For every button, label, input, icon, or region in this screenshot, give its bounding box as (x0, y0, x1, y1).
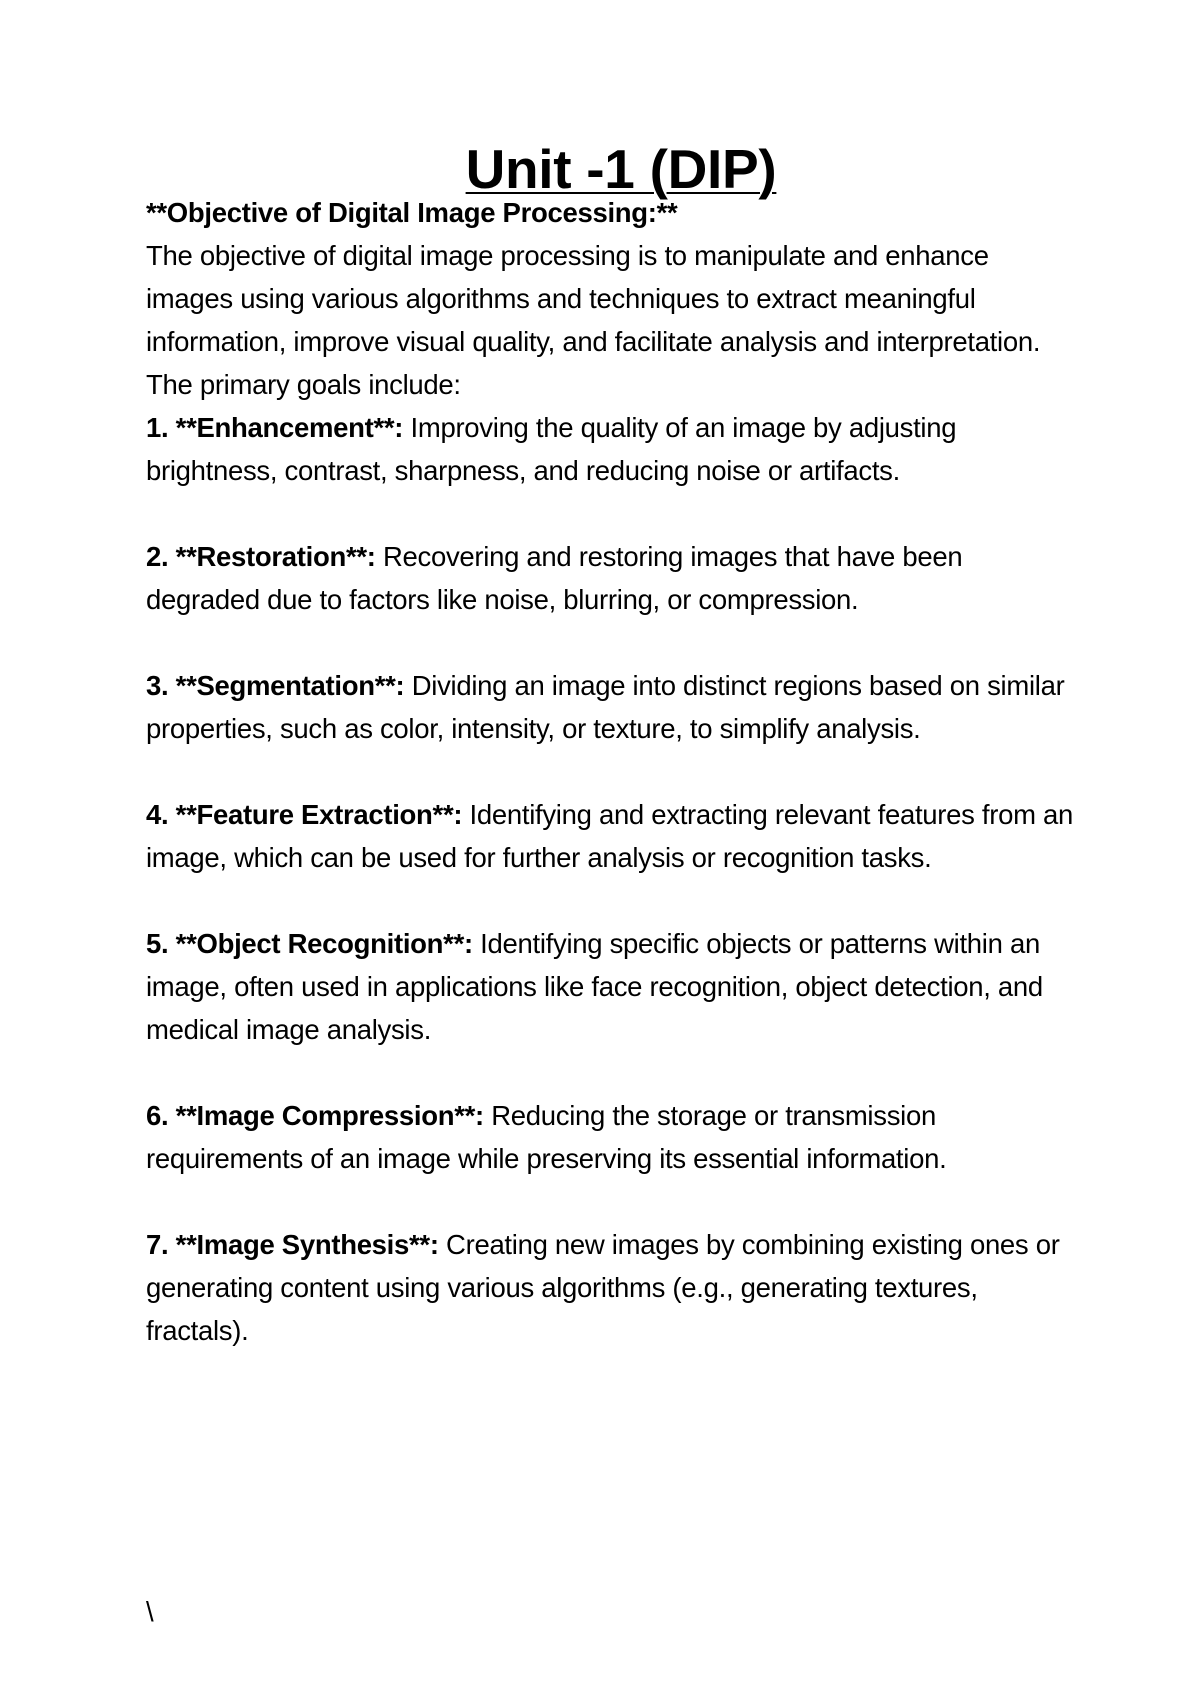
list-item-text: Recovering and restoring images that have been degraded due to factors like noise, blurring, or compression. (146, 541, 963, 615)
list-item-text: Improving the quality of an image by adjusting brightness, contrast, sharpness, and reducing noise or artifacts. (146, 412, 957, 486)
list-item-text: Dividing an image into distinct regions based on similar properties, such as color, intensity, or texture, to simplify analysis. (146, 670, 1065, 744)
list-item-text: Identifying and extracting relevant features from an image, which can be used for further analysis or recognition tasks. (146, 799, 1074, 873)
list-item-text: Creating new images by combining existing ones or generating content using various algorithms (e.g., generating textures, fractals). (146, 1229, 1060, 1346)
document-title: Unit -1 (DIP) (465, 138, 777, 200)
list-item (146, 793, 1076, 879)
list-item (146, 1223, 1076, 1352)
list-item (146, 535, 1076, 621)
list-item-label: 7. **Image Synthesis**: (146, 1229, 439, 1260)
list-item-label: 4. **Feature Extraction**: (146, 799, 463, 830)
document-body (146, 138, 1076, 1352)
list-item-label: 6. **Image Compression**: (146, 1100, 484, 1131)
list-item (146, 1094, 1076, 1180)
list-item (146, 922, 1076, 1051)
list-item (146, 664, 1076, 750)
intro-paragraph: The objective of digital image processing is to manipulate and enhance images using various algorithms and techniques to extract meaningful information, improve visual quality, and facilitate analysis and interpretation. The primary goals include: (146, 240, 1041, 400)
footer-mark: \ (146, 1596, 154, 1627)
list-item-label: 5. **Object Recognition**: (146, 928, 473, 959)
list-item-label: 3. **Segmentation**: (146, 670, 405, 701)
list-item-label: 1. **Enhancement**: (146, 412, 404, 443)
list-item-text: Identifying specific objects or patterns within an image, often used in applications like face recognition, object detection, and medical image analysis. (146, 928, 1043, 1045)
section-heading: **Objective of Digital Image Processing:** (146, 197, 678, 228)
goals-list (146, 406, 1076, 1352)
list-item (146, 406, 1076, 492)
list-item-text: Reducing the storage or transmission requirements of an image while preserving its essential information. (146, 1100, 947, 1174)
list-item-label: 2. **Restoration**: (146, 541, 376, 572)
